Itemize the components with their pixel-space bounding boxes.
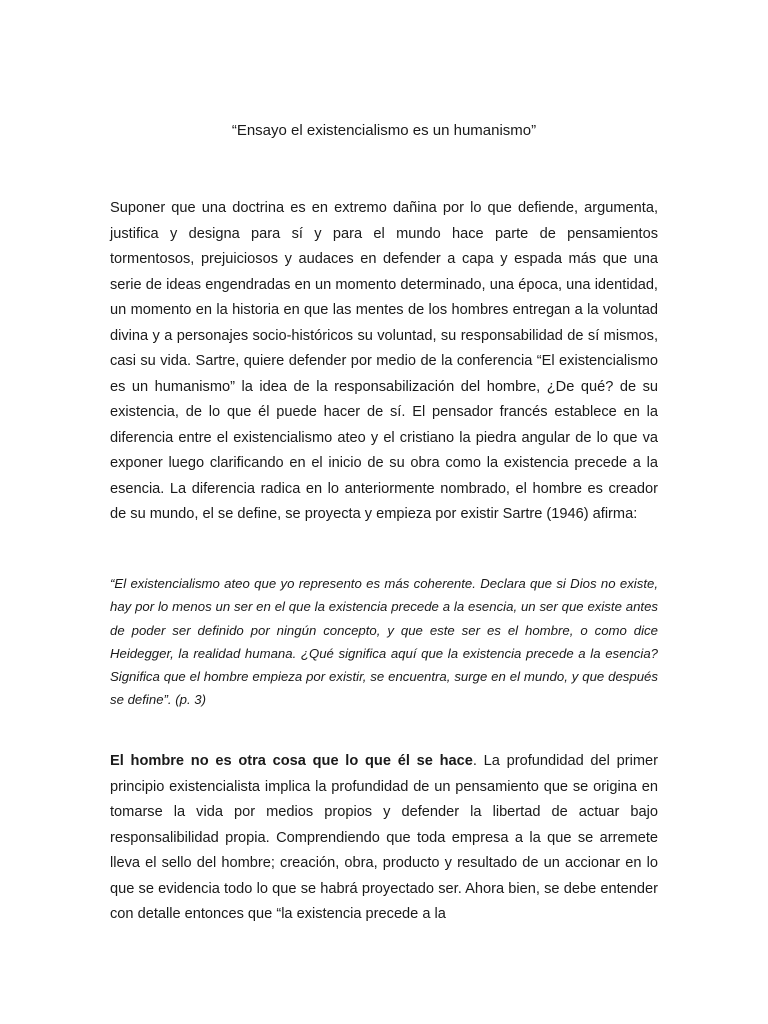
paragraph-intro: Suponer que una doctrina es en extremo dañina por lo que defiende, argumenta, justifica y designa para sí y para el mundo hace parte de pensamientos tormentosos, prejuiciosos y audaces en defender a capa y espada más que una serie de ideas engendradas en un momento determinado, una época, una identidad, un momento en la historia en que las mentes de los hombres entregan a la voluntad divina y a personajes socio-históricos su voluntad, su responsabilidad de sí mismos, casi su vida. Sartre, quiere defender por medio de la conferencia “El existencialismo es un humanismo” la idea de la responsabilización del hombre, ¿De qué? de su existencia, de lo que él puede hacer de sí. El pensador francés establece en la diferencia entre el existencialismo ateo y el cristiano la piedra angular de lo que va exponer luego clarificando en el inicio de su obra como la existencia precede a la esencia. La diferencia radica en lo anteriormente nombrado, el hombre es creador de su mundo, el se define, se proyecta y empieza por existir Sartre (1946) afirma:: [110, 200, 658, 522]
bold-lead-phrase: El hombre no es otra cosa que lo que él se hace: [110, 753, 473, 769]
document-title: “Ensayo el existencialismo es un humanismo”: [231, 122, 537, 139]
paragraph-principle: [110, 749, 658, 928]
paragraph-principle-text: . La profundidad del primer principio existencialista implica la profundidad de un pensamiento que se origina en tomarse la vida por medios propios y defender la libertad de actuar bajo responsalibilidad propia. Comprendiendo que toda empresa a la que se arremete lleva el sello del hombre; creación, obra, producto y resultado de un accionar en lo que se evidencia todo lo que se habrá proyectado ser. Ahora bien, se debe entender con detalle entonces que “la existencia precede a la: [110, 753, 658, 922]
block-quote: “El existencialismo ateo que yo represento es más coherente. Declara que si Dios no existe, hay por lo menos un ser en el que la existencia precede a la esencia, un ser que existe antes de poder ser definido por ningún concepto, y que este ser es el hombre, o como dice Heidegger, la realidad humana. ¿Qué significa aquí que la existencia precede a la esencia? Significa que el hombre empieza por existir, se encuentra, surge en el mundo, y que después se define”. (p. 3): [110, 576, 658, 708]
